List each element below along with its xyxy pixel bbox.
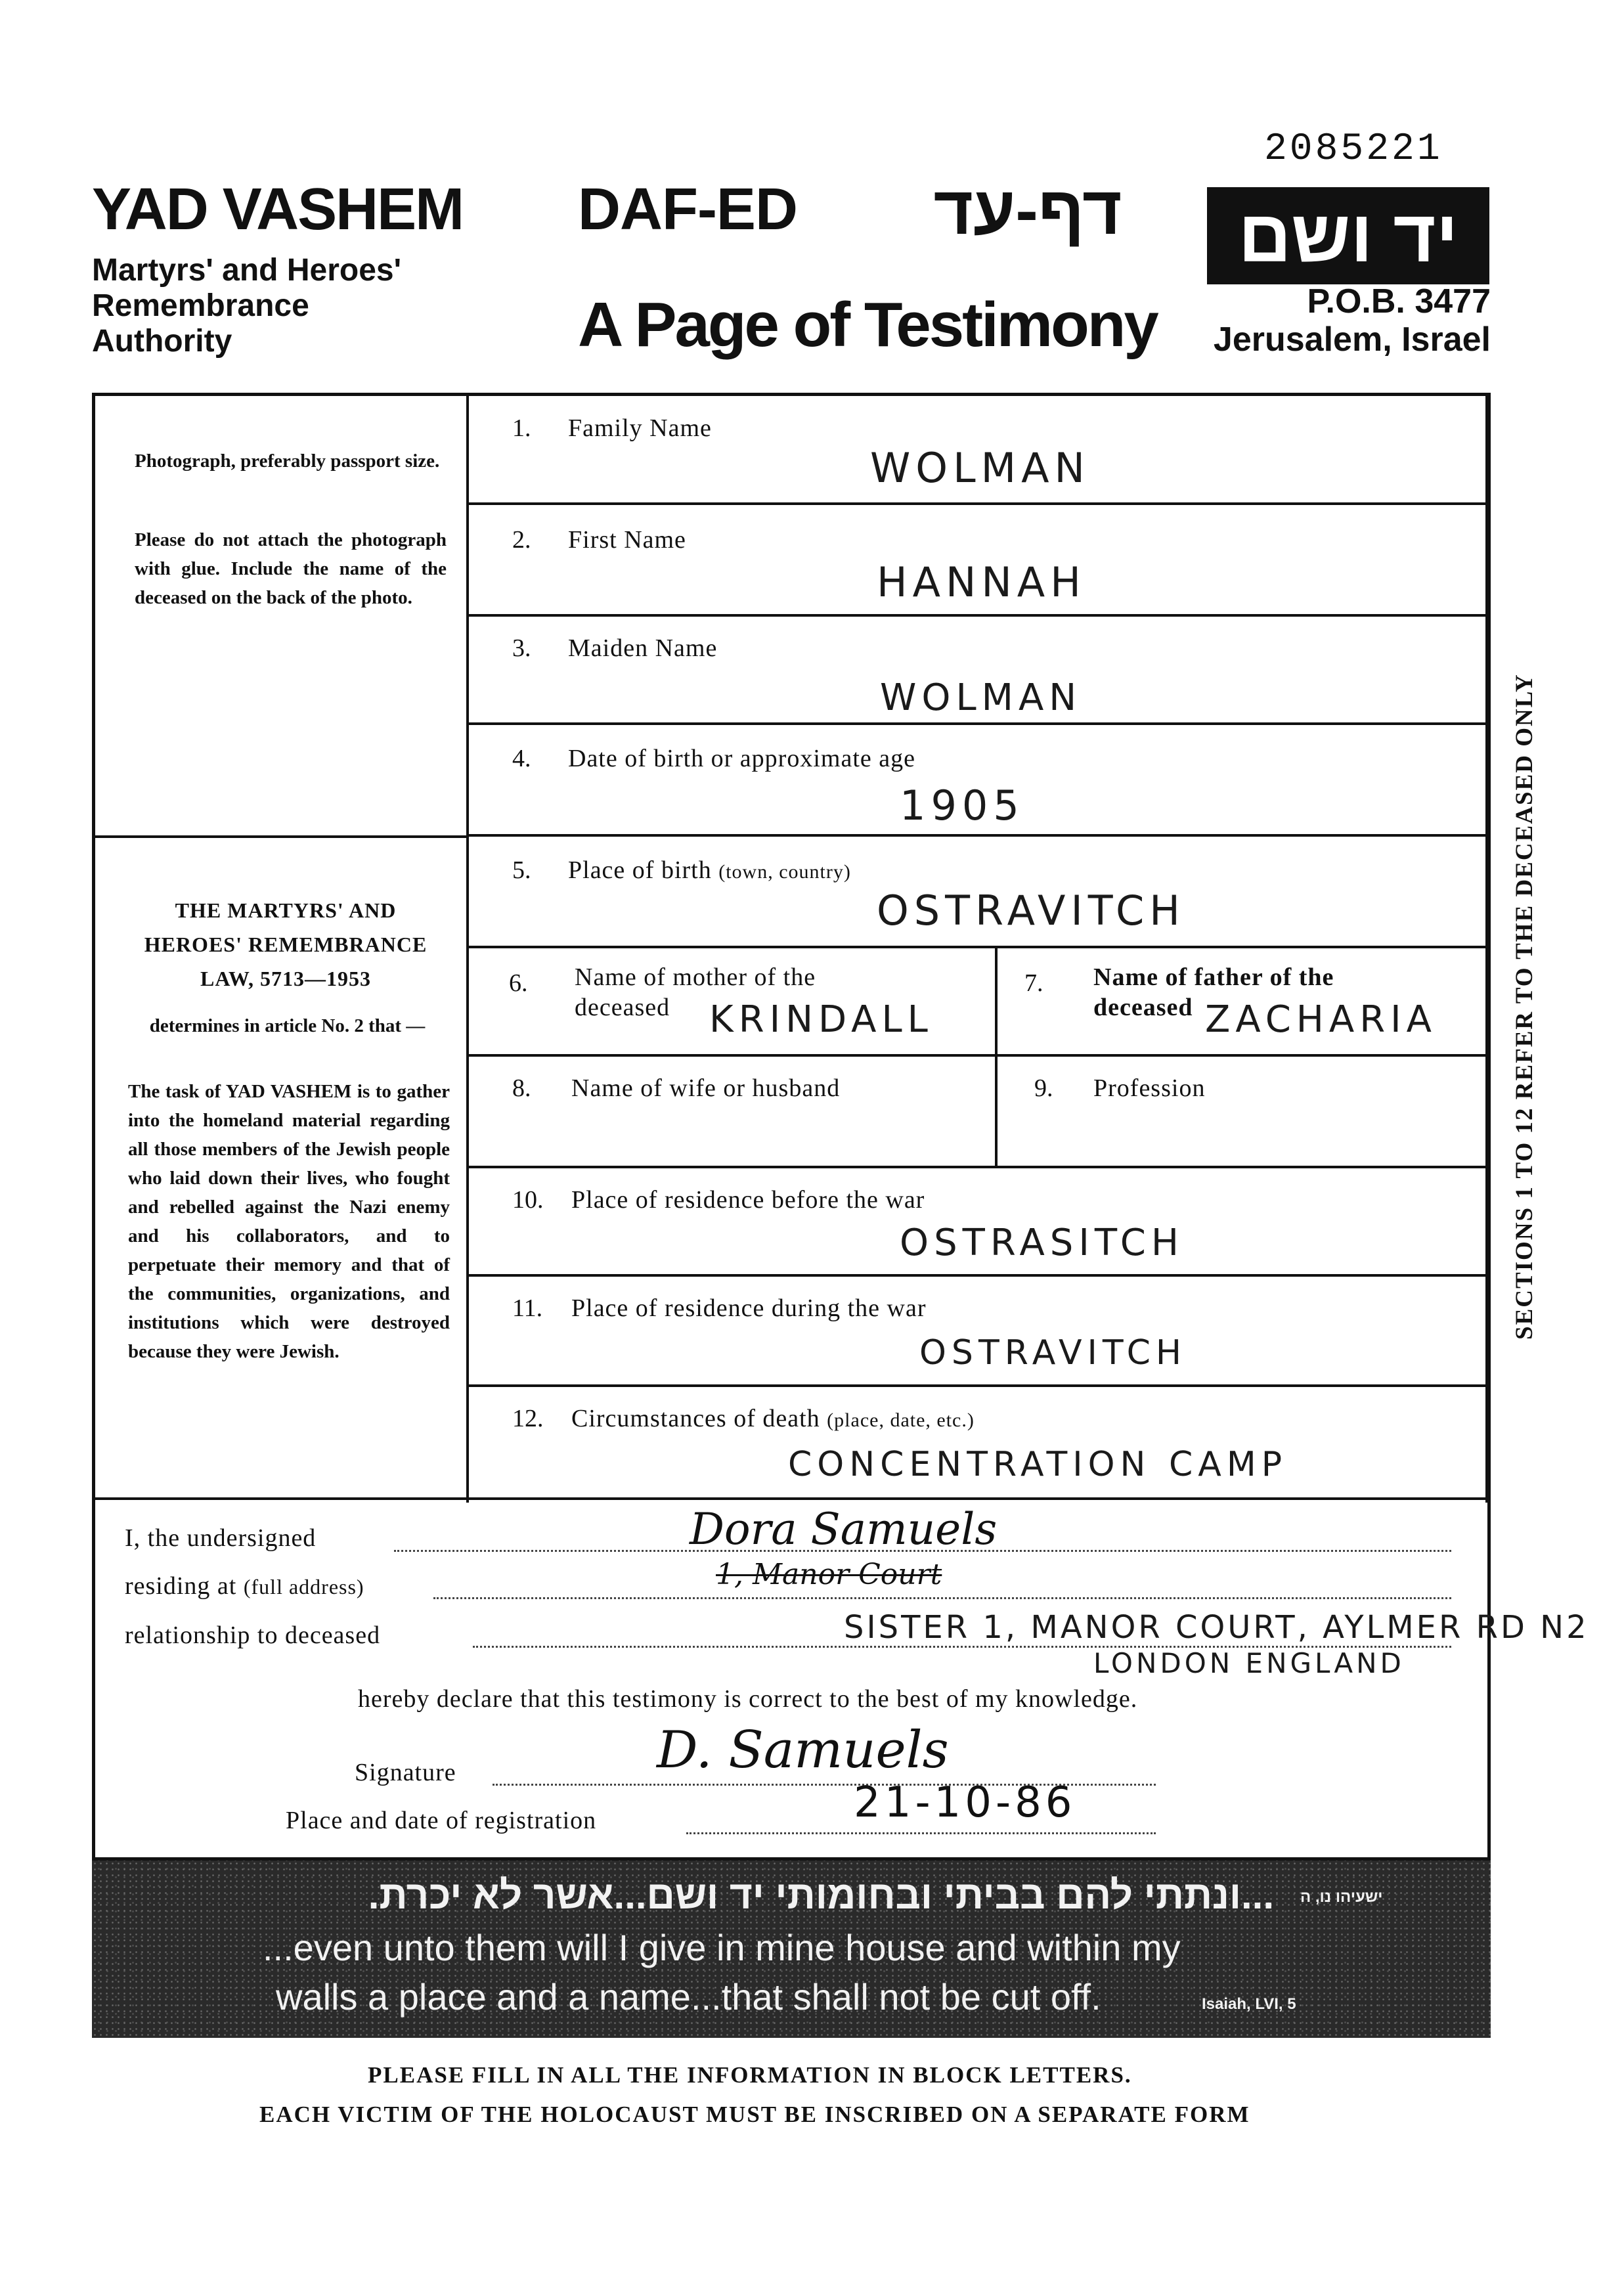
address-line-2[interactable]: LONDON ENGLAND bbox=[1093, 1647, 1405, 1679]
field-1-number: 1. bbox=[512, 414, 531, 442]
org-subtitle bbox=[92, 253, 401, 359]
field-5-number: 5. bbox=[512, 856, 531, 884]
city-text: Jerusalem, Israel bbox=[1213, 320, 1491, 359]
row-separator bbox=[468, 946, 1487, 948]
registration-value[interactable]: 21-10-86 bbox=[854, 1778, 1076, 1827]
org-subtitle-line: Authority bbox=[92, 324, 232, 359]
field-1-label: Family Name bbox=[568, 414, 712, 442]
yad-vashem-logo: יד ושם bbox=[1207, 187, 1489, 284]
side-note: SECTIONS 1 TO 12 REFER TO THE DECEASED ONLY bbox=[1511, 673, 1538, 1340]
serial-number: 2085221 bbox=[1264, 128, 1443, 171]
row-separator bbox=[468, 502, 1487, 505]
field-2-value[interactable]: HANNAH bbox=[877, 558, 1086, 606]
org-subtitle-line: Remembrance bbox=[92, 288, 309, 323]
law-title bbox=[118, 893, 453, 996]
field-3-value[interactable]: WOLMAN bbox=[880, 676, 1082, 719]
field-6-number: 6. bbox=[509, 969, 528, 997]
field-5-label-text: Place of birth bbox=[568, 856, 712, 884]
field-1-value[interactable]: WOLMAN bbox=[870, 444, 1090, 492]
undersigned-value[interactable]: Dora Samuels bbox=[690, 1504, 998, 1554]
field-11-label: Place of residence during the war bbox=[571, 1294, 927, 1322]
field-3-number: 3. bbox=[512, 634, 531, 662]
field-12-note: (place, date, etc.) bbox=[827, 1409, 975, 1431]
dafed-title: DAF-ED bbox=[578, 177, 797, 242]
scripture-banner bbox=[92, 1861, 1491, 2038]
row-separator bbox=[468, 614, 1487, 617]
row-separator bbox=[468, 834, 1487, 837]
field-4-label: Date of birth or approximate age bbox=[568, 745, 915, 772]
field-12-label bbox=[571, 1404, 975, 1433]
page-title: A Page of Testimony bbox=[578, 290, 1157, 360]
org-subtitle-line: Martyrs' and Heroes' bbox=[92, 253, 401, 288]
field-6-label-line: deceased bbox=[575, 994, 670, 1021]
photo-instruction: Please do not attach the photograph with glue. Include the name of the deceased on the back of the photo. bbox=[135, 529, 447, 608]
field-11-number: 11. bbox=[512, 1294, 543, 1322]
photo-heading: Photograph, preferably passport size. bbox=[135, 451, 440, 472]
field-7-value[interactable]: ZACHARIA bbox=[1205, 998, 1437, 1041]
row-separator bbox=[468, 1384, 1487, 1387]
org-title: YAD VASHEM bbox=[92, 177, 464, 242]
field-10-label: Place of residence before the war bbox=[571, 1186, 925, 1214]
registration-label: Place and date of registration bbox=[286, 1807, 597, 1834]
field-5-note: (town, country) bbox=[718, 861, 851, 883]
field-12-value-2[interactable]: CAMP bbox=[1169, 1445, 1288, 1484]
field-7-label-line: deceased bbox=[1093, 994, 1193, 1021]
pob-text: P.O.B. 3477 bbox=[1307, 282, 1491, 320]
split-divider bbox=[995, 946, 998, 1166]
field-6-value[interactable]: KRINDALL bbox=[709, 998, 933, 1041]
law-title-line: LAW, 5713—1953 bbox=[200, 967, 371, 990]
field-6-label-line: Name of mother of the bbox=[575, 963, 816, 991]
signature-value[interactable]: D. Samuels bbox=[657, 1721, 949, 1780]
undersigned-label: I, the undersigned bbox=[125, 1524, 317, 1552]
field-12-label-text: Circumstances of death bbox=[571, 1405, 820, 1432]
banner-english-line2: walls a place and a name...that shall not be cut off. bbox=[276, 1976, 1101, 2017]
field-4-value[interactable]: 1905 bbox=[900, 782, 1024, 829]
field-5-label bbox=[568, 856, 851, 885]
banner-english-cite: Isaiah, LVI, 5 bbox=[1202, 1995, 1296, 2013]
law-determines: determines in article No. 2 that — bbox=[149, 1015, 426, 1036]
banner-hebrew-cite: ישעיהו נו, ה bbox=[1300, 1888, 1383, 1906]
section-separator bbox=[92, 1497, 1491, 1500]
field-4-number: 4. bbox=[512, 745, 531, 772]
footer-line-1: PLEASE FILL IN ALL THE INFORMATION IN BLOCK LETTERS. bbox=[368, 2062, 1132, 2088]
left-column-divider bbox=[92, 835, 468, 838]
registration-line bbox=[686, 1832, 1156, 1834]
law-title-line: HEROES' REMEMBRANCE bbox=[144, 933, 428, 956]
row-separator bbox=[468, 1166, 1487, 1168]
banner-hebrew: ...ונתתי להם בביתי ובחומותי יד ושם...אשר לא יכרת. bbox=[368, 1873, 1274, 1917]
field-9-number: 9. bbox=[1034, 1074, 1053, 1102]
field-8-number: 8. bbox=[512, 1074, 531, 1102]
banner-english-line1: ...even unto them will I give in mine house and within my bbox=[263, 1927, 1181, 1968]
residing-label bbox=[125, 1572, 364, 1600]
residing-crossed-value[interactable]: 1, Manor Court bbox=[716, 1558, 942, 1591]
field-11-value[interactable]: OSTRAVITCH bbox=[919, 1333, 1187, 1373]
field-9-label: Profession bbox=[1093, 1074, 1206, 1102]
relationship-value[interactable]: SISTER 1, MANOR COURT, AYLMER RD N2 bbox=[844, 1609, 1589, 1646]
address-block bbox=[1182, 282, 1491, 359]
residing-note: (full address) bbox=[243, 1575, 364, 1599]
field-2-number: 2. bbox=[512, 526, 531, 554]
residing-line bbox=[433, 1597, 1451, 1599]
field-12-value[interactable]: CONCENTRATION bbox=[788, 1445, 1151, 1484]
field-8-label: Name of wife or husband bbox=[571, 1074, 841, 1102]
field-2-label: First Name bbox=[568, 526, 686, 554]
declaration-statement: hereby declare that this testimony is correct to the best of my knowledge. bbox=[358, 1685, 1138, 1713]
law-title-line: THE MARTYRS' AND bbox=[175, 898, 397, 922]
law-text: The task of YAD VASHEM is to gather into the homeland material regarding all those members of the Jewish people who laid down their lives, who fought and rebelled against the Nazi enemy and his collaborators, and to perpetuate their memory and that of the communities, organizations, and institutions which were destroyed because they were Jewish. bbox=[128, 1081, 450, 1362]
field-5-value[interactable]: OSTRAVITCH bbox=[877, 887, 1185, 935]
row-separator bbox=[468, 1054, 1487, 1057]
relationship-label: relationship to deceased bbox=[125, 1621, 381, 1649]
row-separator bbox=[468, 1274, 1487, 1277]
field-10-value[interactable]: OSTRASITCH bbox=[900, 1222, 1184, 1264]
field-7-label-line: Name of father of the bbox=[1093, 963, 1334, 991]
footer-line-2: EACH VICTIM OF THE HOLOCAUST MUST BE INSCRIBED ON A SEPARATE FORM bbox=[259, 2102, 1250, 2127]
residing-label-text: residing at bbox=[125, 1572, 237, 1600]
field-12-number: 12. bbox=[512, 1405, 544, 1432]
field-10-number: 10. bbox=[512, 1186, 544, 1214]
field-3-label: Maiden Name bbox=[568, 634, 718, 662]
signature-label: Signature bbox=[355, 1759, 456, 1786]
field-7-number: 7. bbox=[1024, 969, 1043, 997]
hebrew-title: דף-עד bbox=[933, 173, 1122, 249]
row-separator bbox=[468, 722, 1487, 725]
